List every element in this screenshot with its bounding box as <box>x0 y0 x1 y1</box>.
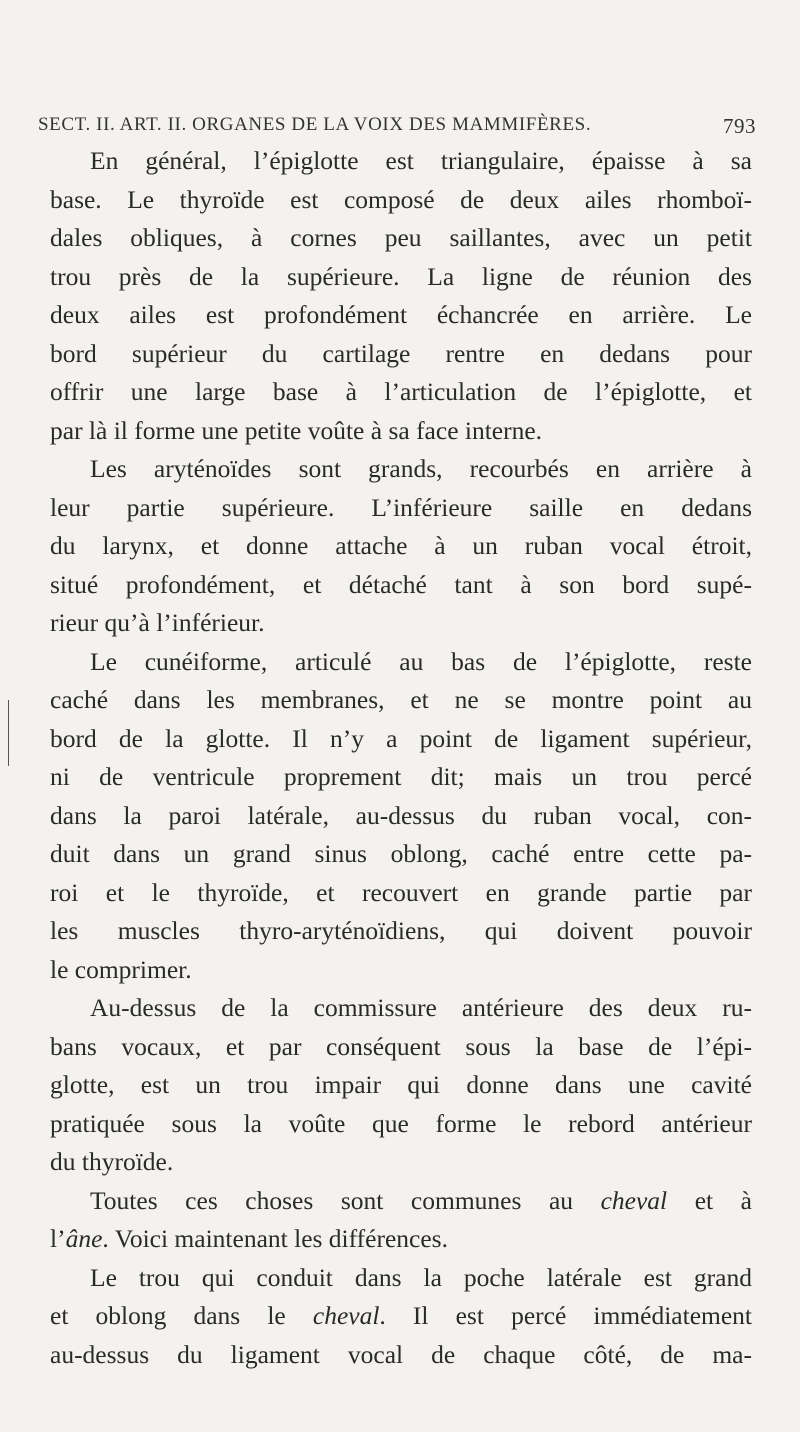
text-segment: et à <box>667 1185 752 1215</box>
paragraph-commissure <box>50 989 752 1182</box>
text-line: ni de ventricule proprement dit; mais un trou percé <box>50 762 752 791</box>
text-segment: . Il est percé immédiatement <box>379 1301 752 1330</box>
text-segment: Toutes ces choses sont communes au <box>90 1185 601 1215</box>
margin-line <box>8 700 9 766</box>
italic-term: cheval <box>600 1185 668 1215</box>
text-line: situé profondément, et détaché tant à son bord supé- <box>50 569 752 599</box>
text-line: En général, l’épiglotte est triangulaire, épaisse à sa <box>90 146 752 175</box>
paragraph-cheval-ane <box>50 1182 752 1259</box>
text-line <box>50 1220 752 1259</box>
text-line: glotte, est un trou impair qui donne dans une cavité <box>50 1070 752 1099</box>
text-segment: l’ <box>50 1224 66 1253</box>
text-segment: et oblong dans le <box>50 1301 313 1330</box>
body-text <box>50 142 752 1374</box>
text-line: au-dessus du ligament vocal de chaque côté, de ma- <box>50 1339 752 1369</box>
text-line: dans la paroi latérale, au-dessus du ruban vocal, con- <box>50 800 752 830</box>
text-line: Le cunéiforme, articulé au bas de l’épiglotte, reste <box>90 646 752 676</box>
text-line: Le trou qui conduit dans la poche latérale est grand <box>90 1262 752 1292</box>
paragraph-cuneiforme <box>50 643 752 990</box>
text-line: duit dans un grand sinus oblong, caché entre cette pa- <box>50 839 752 868</box>
italic-term: cheval <box>312 1301 380 1330</box>
text-line: les muscles thyro-aryténoïdiens, qui doivent pouvoir <box>50 916 752 945</box>
text-line: caché dans les membranes, et ne se montre point au <box>50 685 752 714</box>
page-number: 793 <box>723 114 756 138</box>
text-line: dales obliques, à cornes peu saillantes, avec un petit <box>50 223 752 252</box>
text-line: par là il forme une petite voûte à sa face interne. <box>50 415 543 445</box>
text-line <box>50 1297 752 1336</box>
paragraph-epiglotte <box>50 142 752 450</box>
text-segment: . Voici maintenant les différences. <box>102 1224 448 1253</box>
text-line: roi et le thyroïde, et recouvert en grande partie par <box>50 877 752 907</box>
italic-term: âne <box>65 1224 103 1253</box>
text-line: bord de la glotte. Il n’y a point de ligament supérieur, <box>50 723 752 753</box>
text-line: du thyroïde. <box>50 1147 174 1176</box>
text-line <box>50 1182 752 1221</box>
text-line: trou près de la supérieure. La ligne de réunion des <box>50 261 752 291</box>
text-line: Au-dessus de la commissure antérieure des deux ru- <box>90 993 752 1022</box>
text-line: bans vocaux, et par conséquent sous la base de l’épi- <box>50 1031 752 1061</box>
text-line: deux ailes est profondément échancrée en arrière. Le <box>50 300 752 329</box>
text-line: offrir une large base à l’articulation de l’épiglotte, et <box>50 377 752 406</box>
running-head <box>38 114 756 139</box>
text-line: Les aryténoïdes sont grands, recourbés en arrière à <box>90 454 752 483</box>
paragraph-arytenoides <box>50 450 752 643</box>
text-line: pratiquée sous la voûte que forme le rebord antérieur <box>50 1108 752 1138</box>
text-line: rieur qu’à l’inférieur. <box>50 608 265 637</box>
text-line: leur partie supérieure. L’inférieure saille en dedans <box>50 492 752 522</box>
paragraph-poche-laterale <box>50 1259 752 1375</box>
text-line: du larynx, et donne attache à un ruban vocal étroit, <box>50 531 752 560</box>
running-title: SECT. II. ART. II. ORGANES DE LA VOIX DES MAMMIFÈRES. <box>38 114 592 135</box>
text-line: bord supérieur du cartilage rentre en dedans pour <box>50 338 752 368</box>
text-line: base. Le thyroïde est composé de deux ailes rhomboï- <box>50 184 752 214</box>
text-line: le comprimer. <box>50 954 192 984</box>
